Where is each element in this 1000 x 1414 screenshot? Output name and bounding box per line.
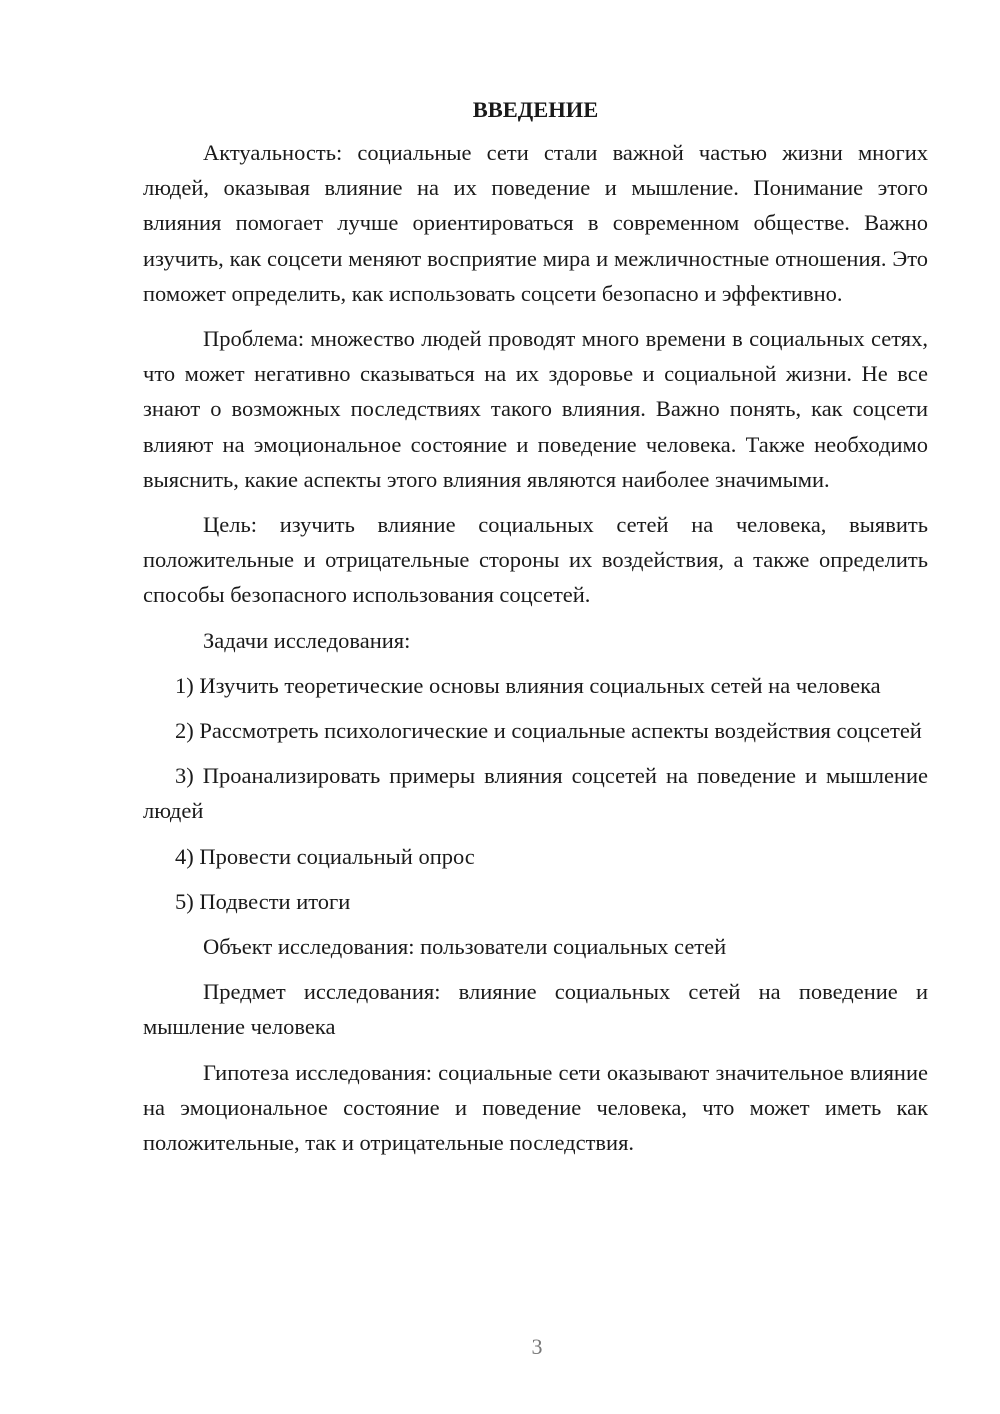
paragraph-relevance: Актуальность: социальные сети стали важной частью жизни многих людей, оказывая влияние на их поведение и мышление. Понимание этого влияния помогает лучше ориентироваться в современном обществе. Важно изучить, как соцсети меняют восприятие мира и межличностные отношения. Это поможет определить, как использовать соцсети безопасно и эффективно. [143, 140, 928, 306]
task-item-2: 2) Рассмотреть психологические и социальные аспекты воздействия соцсетей [175, 718, 922, 744]
research-hypothesis: Гипотеза исследования: социальные сети оказывают значительное влияние на эмоциональное состояние и поведение человека, что может иметь как положительные, так и отрицательные последствия. [143, 1059, 928, 1156]
paragraph-problem: Проблема: множество людей проводят много времени в социальных сетях, что может негативно сказываться на их здоровье и социальной жизни. Не все знают о возможных последствиях такого влияния. Важно понять, как соцсети влияют на эмоциональное состояние и поведение человека. Также необходимо выяснить, какие аспекты этого влияния являются наиболее значимыми. [143, 326, 928, 492]
page-title: ВВЕДЕНИЕ [472, 97, 599, 122]
task-item-4: 4) Провести социальный опрос [175, 843, 475, 869]
task-item-5: 5) Подвести итоги [175, 888, 351, 914]
task-item-3: 3) Проанализировать примеры влияния соцсетей на поведение и мышление людей [143, 763, 928, 824]
paragraph-goal: Цель: изучить влияние социальных сетей на человека, выявить положительные и отрицательные стороны их воздействия, а также определить способы безопасного использования соцсетей. [143, 512, 928, 608]
tasks-heading: Задачи исследования: [203, 627, 411, 653]
research-object: Объект исследования: пользователи социальных сетей [203, 934, 727, 960]
page-content [143, 92, 928, 1160]
page-number: 3 [531, 1334, 543, 1359]
research-subject: Предмет исследования: влияние социальных сетей на поведение и мышление человека [143, 979, 928, 1040]
task-item-1: 1) Изучить теоретические основы влияния социальных сетей на человека [175, 672, 881, 698]
